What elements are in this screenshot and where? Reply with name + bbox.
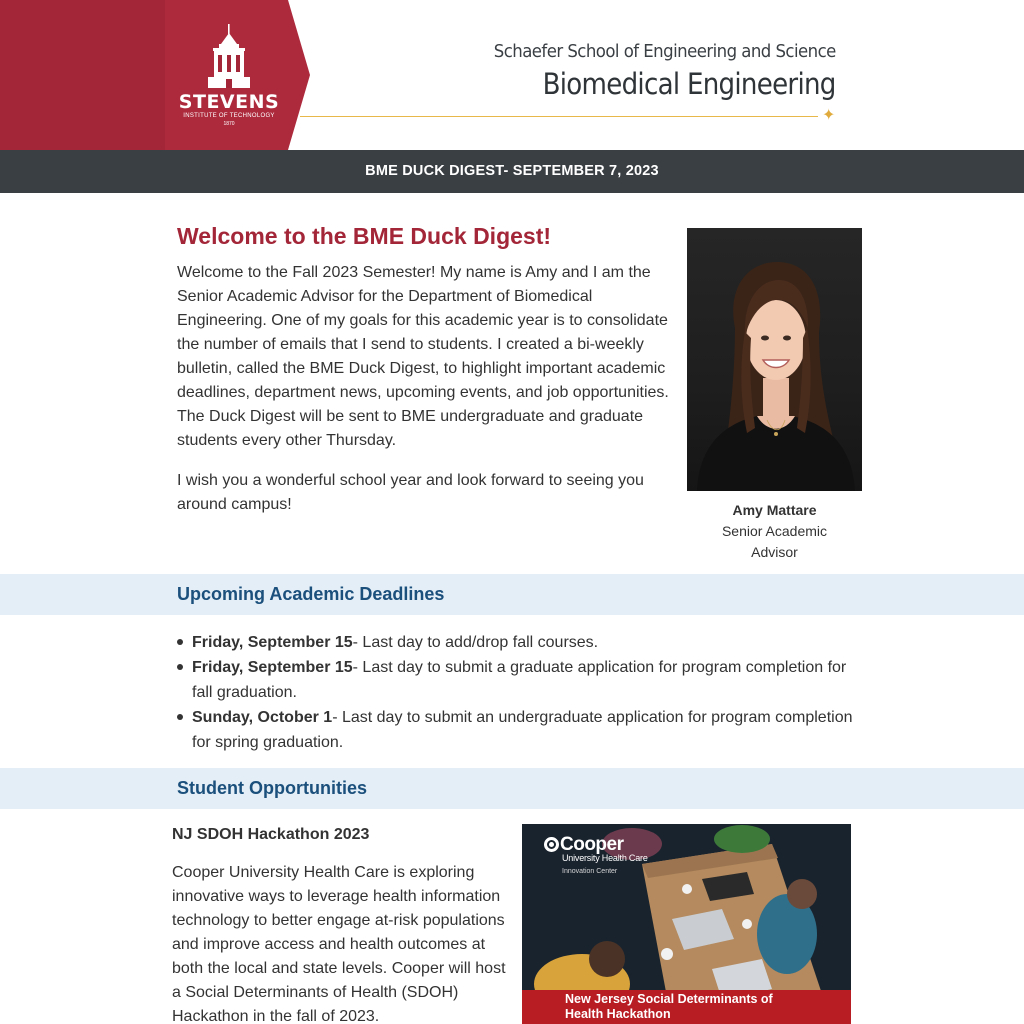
hackathon-promo-image[interactable] xyxy=(522,824,851,1024)
deadline-date: Friday, September 15 xyxy=(192,634,353,651)
opportunities-heading: Student Opportunities xyxy=(177,778,367,798)
logo-year: 1870 xyxy=(223,121,235,127)
welcome-paragraph-1: Welcome to the Fall 2023 Semester! My name is Amy and I am the Senior Academic Advisor for the Department of Biomedical Engineering. One of my goals for this academic year is to consolidate the number of emails that I send to students. I created a bi-weekly bulletin, called the BME Duck Digest, to highlight important academic deadlines, department news, upcoming events, and job opportunities. The Duck Digest will be sent to BME undergraduate and graduate students every other Thursday. xyxy=(177,264,669,449)
advisor-caption xyxy=(687,500,862,563)
welcome-body xyxy=(177,261,672,533)
logo-subtitle: INSTITUTE OF TECHNOLOGY xyxy=(183,113,275,119)
department-name: Biomedical Engineering xyxy=(542,67,836,101)
header-divider xyxy=(300,116,818,117)
hackathon-description: Cooper University Health Care is exploring innovative ways to leverage health information technology to better engage at-risk populations and improve access and health outcomes at both the local and state levels. Cooper will host a Social Determinants of Health (SDOH) Hackathon in the fall of 2023. xyxy=(172,864,506,1024)
deadline-date: Friday, September 15 xyxy=(192,659,353,676)
deadlines-list xyxy=(192,630,862,755)
cooper-logo-dot xyxy=(549,842,554,847)
stevens-logo-panel xyxy=(0,0,320,150)
welcome-heading: Welcome to the BME Duck Digest! xyxy=(177,223,552,249)
list-item xyxy=(192,705,862,755)
cooper-innovation-center: Innovation Center xyxy=(562,868,618,875)
advisor-photo xyxy=(687,228,862,491)
deadlines-heading: Upcoming Academic Deadlines xyxy=(177,584,445,604)
deadline-text: - Last day to add/drop fall courses. xyxy=(352,634,599,651)
opportunities-section-header xyxy=(0,768,1024,809)
deadlines-section-header xyxy=(0,574,1024,615)
list-item xyxy=(192,655,862,705)
digest-title-bar: BME DUCK DIGEST- SEPTEMBER 7, 2023 xyxy=(0,150,1024,193)
star-icon: ✦ xyxy=(822,107,836,124)
welcome-paragraph-2: I wish you a wonderful school year and look forward to seeing you around campus! xyxy=(177,472,644,513)
logo-wordmark: STEVENS xyxy=(178,91,280,113)
email-header xyxy=(0,0,1024,150)
cooper-brand-subtitle: University Health Care xyxy=(562,853,648,863)
list-item xyxy=(192,630,862,655)
deadline-date: Sunday, October 1 xyxy=(192,709,333,726)
cooper-brand: Cooper xyxy=(560,834,624,855)
school-name: Schaefer School of Engineering and Science xyxy=(493,41,836,62)
deadline-text: - Last day to submit an undergraduate application for program completion for spring graduation. xyxy=(192,709,853,751)
advisor-portrait-image xyxy=(687,228,862,491)
hackathon-title: NJ SDOH Hackathon 2023 xyxy=(172,826,370,843)
deadline-text: - Last day to submit a graduate application for program completion for fall graduation. xyxy=(192,659,847,701)
advisor-title: Senior Academic Advisor xyxy=(721,523,828,560)
advisor-name: Amy Mattare xyxy=(732,502,817,518)
promo-banner-text: New Jersey Social Determinants of Health Hackathon xyxy=(565,992,773,1021)
